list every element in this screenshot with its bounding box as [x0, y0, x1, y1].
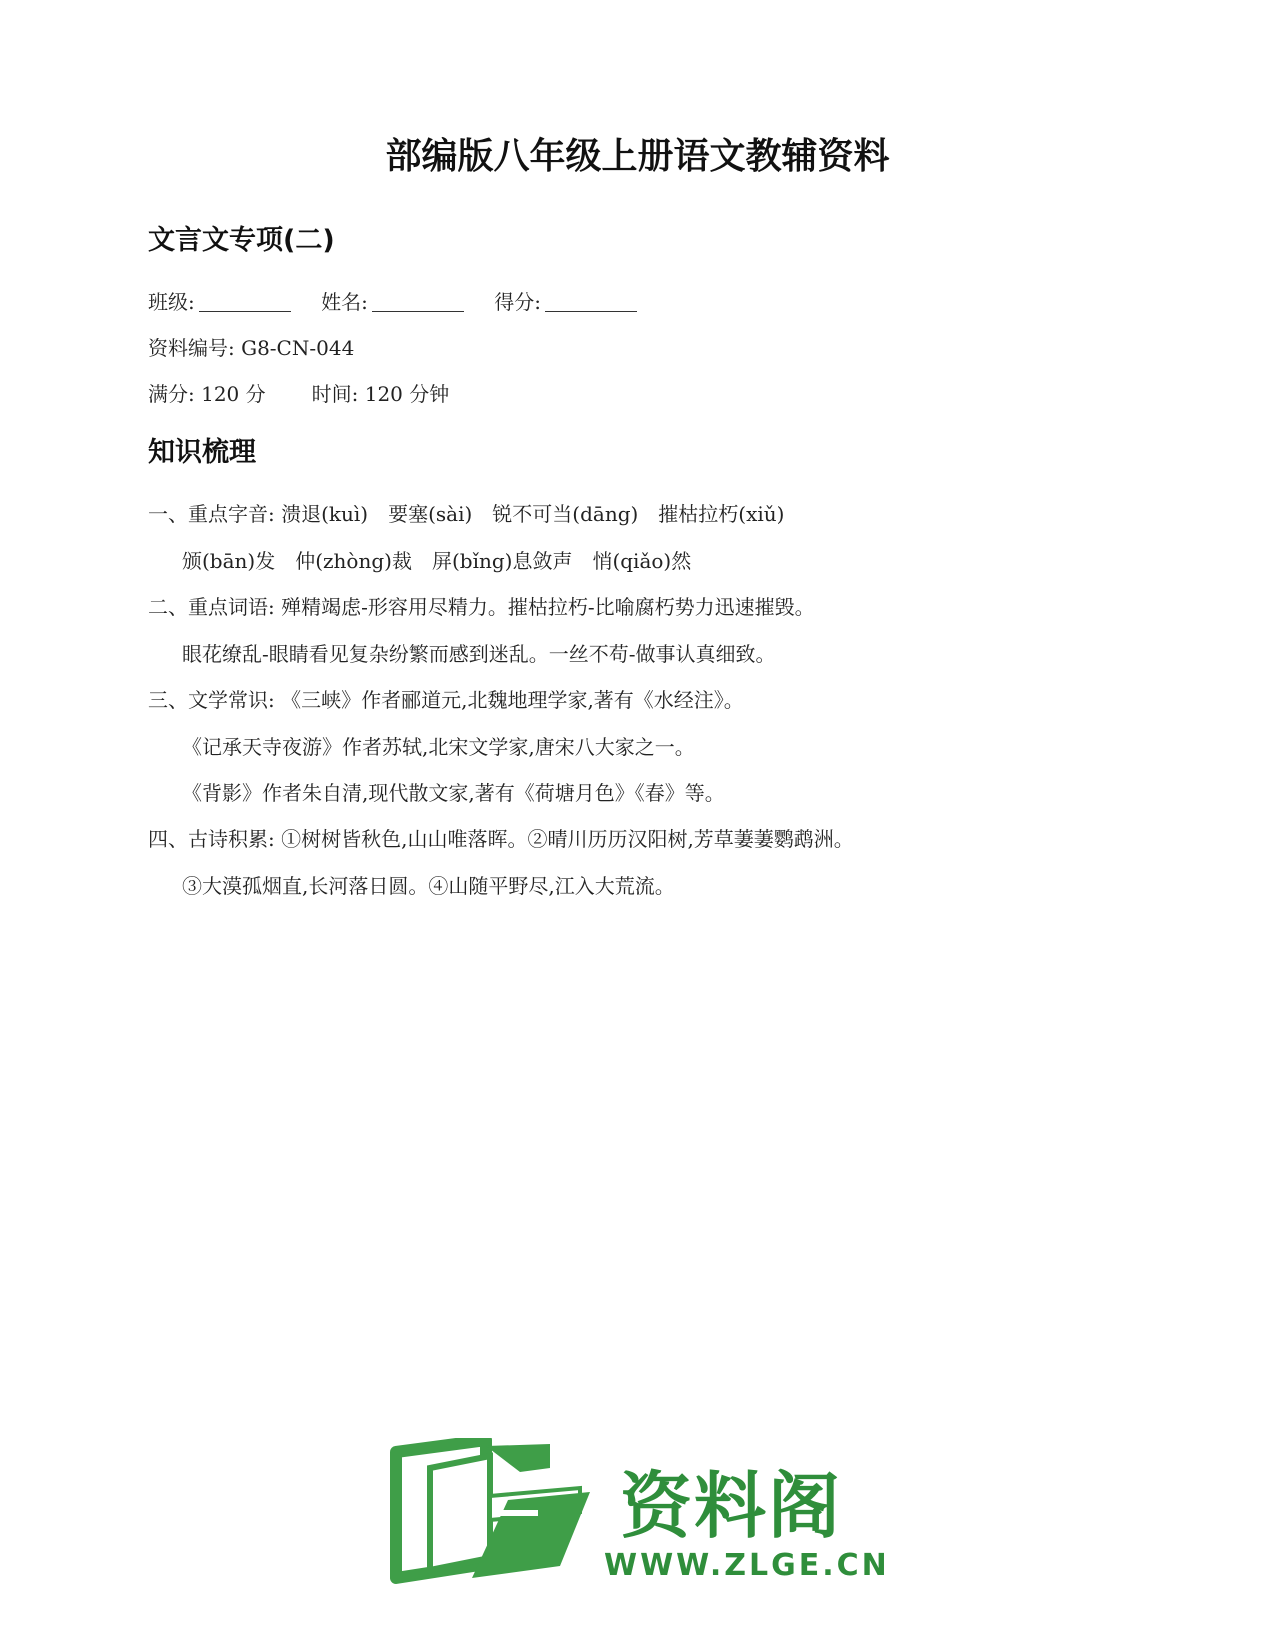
section-title: 文言文专项(二)	[148, 225, 335, 256]
score-blank[interactable]	[545, 310, 637, 312]
document-title: 部编版八年级上册语文教辅资料	[385, 136, 890, 177]
knowledge-line: ③大漠孤烟直,长河落日圆。④山随平野尽,江入大荒流。	[182, 874, 675, 898]
brand-name: 资料阁	[620, 1464, 843, 1548]
class-blank[interactable]	[199, 310, 291, 312]
knowledge-line: 三、文学常识: 《三峡》作者郦道元,北魏地理学家,著有《水经注》。	[148, 688, 744, 712]
knowledge-line: 眼花缭乱-眼睛看见复杂纷繁而感到迷乱。一丝不苟-做事认真细致。	[182, 642, 776, 666]
knowledge-line: 《记承天寺夜游》作者苏轼,北宋文学家,唐宋八大家之一。	[182, 735, 695, 759]
knowledge-line: 四、古诗积累: ①树树皆秋色,山山唯落晖。②晴川历历汉阳树,芳草萋萋鹦鹉洲。	[148, 827, 854, 851]
knowledge-line: 一、重点字音: 溃退(kuì) 要塞(sài) 锐不可当(dāng) 摧枯拉朽(xiǔ)	[148, 502, 785, 526]
doc-code: 资料编号: G8-CN-044	[148, 336, 355, 360]
knowledge-line: 颁(bān)发 仲(zhòng)裁 屏(bǐng)息敛声 悄(qiǎo)然	[182, 549, 692, 573]
knowledge-line: 二、重点词语: 殚精竭虑-形容用尽精力。摧枯拉朽-比喻腐朽势力迅速摧毁。	[148, 595, 815, 619]
exam-meta-row	[148, 378, 449, 407]
name-label: 姓名:	[321, 290, 368, 314]
knowledge-heading: 知识梳理	[148, 437, 256, 468]
full-score: 满分: 120 分	[148, 382, 266, 406]
exam-time: 时间: 120 分钟	[311, 382, 450, 406]
brand-url: WWW.ZLGE.CN	[604, 1548, 890, 1583]
student-info-row	[148, 286, 661, 315]
class-label: 班级:	[148, 290, 195, 314]
knowledge-line: 《背影》作者朱自清,现代散文家,著有《荷塘月色》《春》等。	[182, 781, 725, 805]
score-label: 得分:	[494, 290, 541, 314]
name-blank[interactable]	[372, 310, 464, 312]
